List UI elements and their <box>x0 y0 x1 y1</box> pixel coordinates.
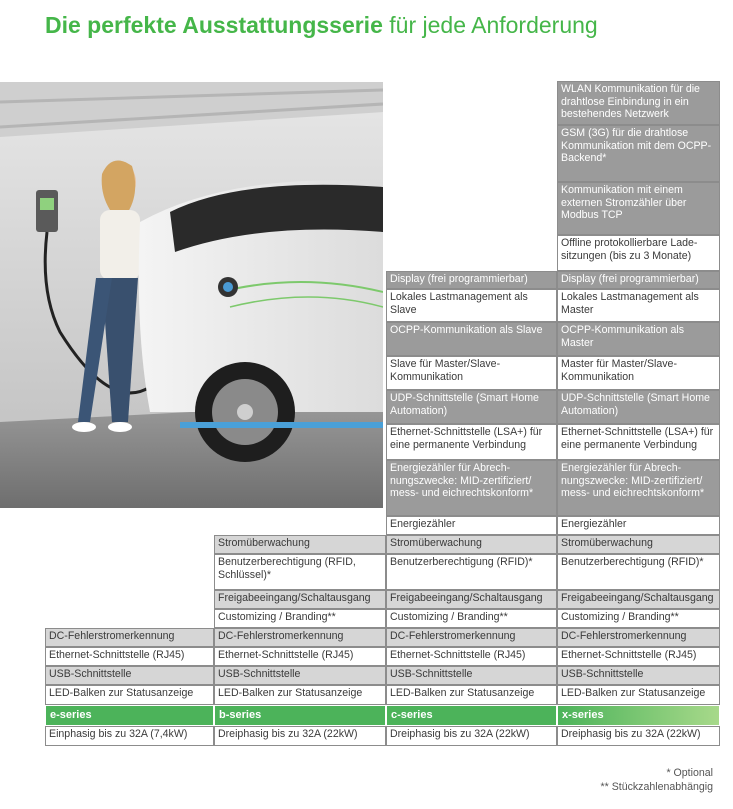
row-rj45-b: Ethernet-Schnittstelle (RJ45) <box>214 647 386 666</box>
row-dc-b: DC-Fehlerstromerkennung <box>214 628 386 647</box>
row-led-b: LED-Balken zur Statusanzeige <box>214 685 386 705</box>
row-led-e: LED-Balken zur Statusanzeige <box>45 685 214 705</box>
row-modbus-x: Kommunikation mit einem externen Stromzähler über Modbus TCP <box>557 182 720 235</box>
row-power-x: Dreiphasig bis zu 32A (22kW) <box>557 726 720 746</box>
row-wlan-x: WLAN Kommunikation für die drahtlose Einbindung in ein bestehendes Netzwerk <box>557 81 720 125</box>
row-usb-e: USB-Schnittstelle <box>45 666 214 685</box>
series-header-x: x-series <box>557 705 720 726</box>
row-dc-x: DC-Fehlerstromerkennung <box>557 628 720 647</box>
row-energiezaehler-c: Energiezähler <box>386 516 557 535</box>
row-freigabe-x: Freigabeeingang/Schaltausgang <box>557 590 720 609</box>
row-gsm-x: GSM (3G) für die drahtlose Kommunikation mit dem OCPP-Backend* <box>557 125 720 182</box>
row-rj45-c: Ethernet-Schnittstelle (RJ45) <box>386 647 557 666</box>
row-strom-x: Stromüberwachung <box>557 535 720 554</box>
row-strom-c: Stromüberwachung <box>386 535 557 554</box>
row-ocpp-x: OCPP-Kommunikation als Master <box>557 322 720 356</box>
row-udp-c: UDP-Schnittstelle (Smart Home Automation) <box>386 390 557 424</box>
row-slave-c: Slave für Master/Slave-Kommunikation <box>386 356 557 390</box>
row-power-e: Einphasig bis zu 32A (7,4kW) <box>45 726 214 746</box>
row-auth-c: Benutzerberechtigung (RFID)* <box>386 554 557 590</box>
row-ocpp-c: OCPP-Kommunikation als Slave <box>386 322 557 356</box>
row-custom-b: Customizing / Branding** <box>214 609 386 628</box>
row-power-b: Dreiphasig bis zu 32A (22kW) <box>214 726 386 746</box>
row-display-c: Display (frei programmierbar) <box>386 271 557 289</box>
row-custom-c: Customizing / Branding** <box>386 609 557 628</box>
row-lastmanagement-c: Lokales Lastmanagement als Slave <box>386 289 557 322</box>
row-lastmanagement-x: Lokales Lastmanagement als Master <box>557 289 720 322</box>
row-freigabe-b: Freigabeeingang/Schaltausgang <box>214 590 386 609</box>
row-energiezaehler-x: Energiezähler <box>557 516 720 535</box>
row-strom-b: Stromüberwachung <box>214 535 386 554</box>
row-auth-b: Benutzerberechtigung (RFID, Schlüssel)* <box>214 554 386 590</box>
row-usb-c: USB-Schnittstelle <box>386 666 557 685</box>
garage-car-illustration <box>0 82 383 508</box>
row-led-x: LED-Balken zur Statusanzeige <box>557 685 720 705</box>
row-master-x: Master für Master/Slave-Kommunikation <box>557 356 720 390</box>
row-rj45-e: Ethernet-Schnittstelle (RJ45) <box>45 647 214 666</box>
row-udp-x: UDP-Schnittstelle (Smart Home Automation) <box>557 390 720 424</box>
footnote-optional: * Optional <box>666 767 713 779</box>
row-auth-x: Benutzerberechtigung (RFID)* <box>557 554 720 590</box>
row-display-x: Display (frei programmierbar) <box>557 271 720 289</box>
row-power-c: Dreiphasig bis zu 32A (22kW) <box>386 726 557 746</box>
row-usb-x: USB-Schnittstelle <box>557 666 720 685</box>
row-mid-x: Energiezähler für Abrech-nungszwecke: MID-zertifiziert/ mess- und eichrechtskonform* <box>557 460 720 516</box>
product-photo <box>0 82 383 508</box>
row-offline-x: Offline protokollierbare Lade-sitzungen (bis zu 3 Monate) <box>557 235 720 271</box>
series-header-b: b-series <box>214 705 386 726</box>
footnote-stueckzahl: ** Stückzahlenabhängig <box>600 781 713 793</box>
title-rest: für jede Anforderung <box>382 12 598 38</box>
series-header-c: c-series <box>386 705 557 726</box>
row-lsa-x: Ethernet-Schnittstelle (LSA+) für eine permanente Verbindung <box>557 424 720 460</box>
row-mid-c: Energiezähler für Abrech-nungszwecke: MID-zertifiziert/ mess- und eichrechtskonform* <box>386 460 557 516</box>
title-highlight: Die perfekte Ausstattungsserie <box>45 12 383 38</box>
row-led-c: LED-Balken zur Statusanzeige <box>386 685 557 705</box>
row-rj45-x: Ethernet-Schnittstelle (RJ45) <box>557 647 720 666</box>
row-custom-x: Customizing / Branding** <box>557 609 720 628</box>
page-title <box>45 10 598 40</box>
row-dc-e: DC-Fehlerstromerkennung <box>45 628 214 647</box>
row-freigabe-c: Freigabeeingang/Schaltausgang <box>386 590 557 609</box>
row-usb-b: USB-Schnittstelle <box>214 666 386 685</box>
row-dc-c: DC-Fehlerstromerkennung <box>386 628 557 647</box>
series-header-e: e-series <box>45 705 214 726</box>
row-lsa-c: Ethernet-Schnittstelle (LSA+) für eine permanente Verbindung <box>386 424 557 460</box>
